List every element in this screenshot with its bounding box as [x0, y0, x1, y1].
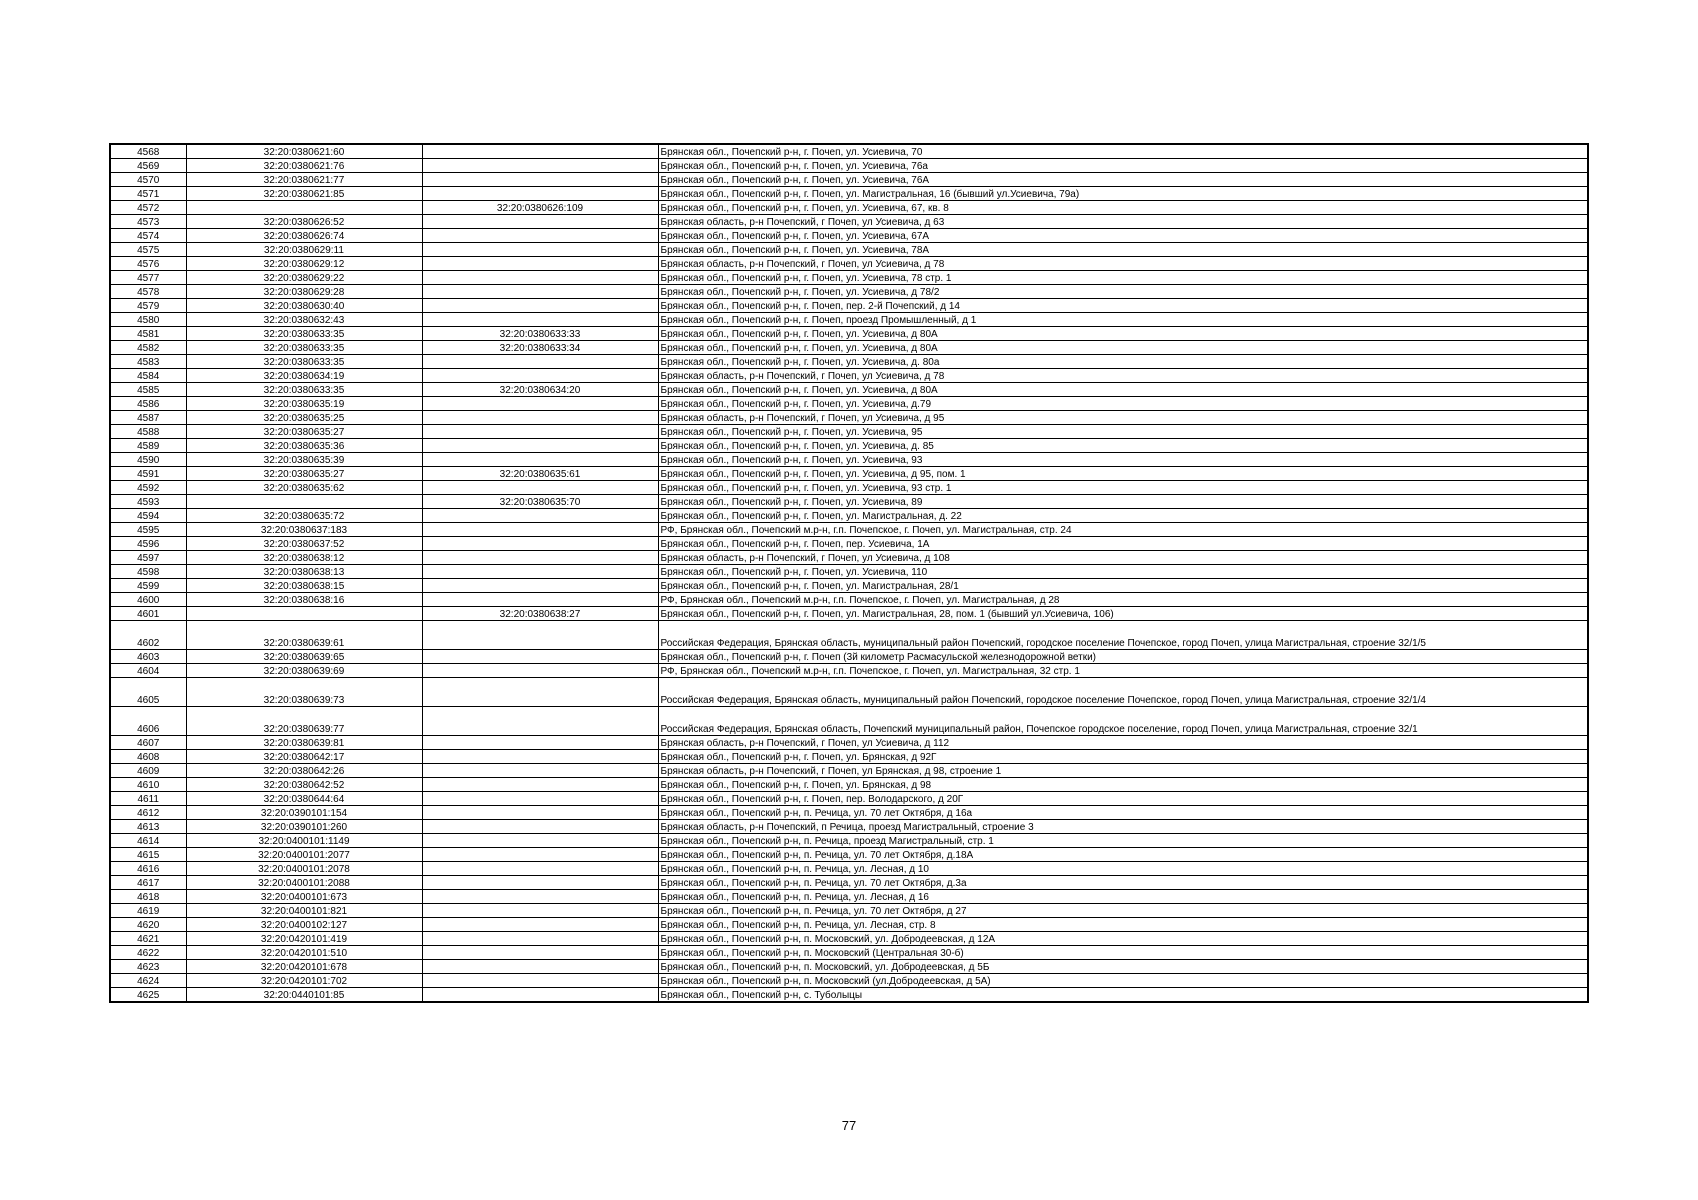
row-number-cell: 4585	[110, 383, 186, 397]
cadastral-number-cell: 32:20:0400101:2088	[186, 876, 422, 890]
cadastral-number-cell: 32:20:0380642:52	[186, 778, 422, 792]
address-cell: Брянская обл., Почепский р-н, г. Почеп, ул. Усиевича, 93 стр. 1	[658, 481, 1588, 495]
address-cell: Брянская обл., Почепский р-н, г. Почеп, ул. Усиевича, 78 стр. 1	[658, 271, 1588, 285]
related-cadastral-number-cell	[422, 678, 658, 707]
table-row	[110, 215, 1588, 229]
row-number-cell: 4572	[110, 201, 186, 215]
address-cell: Брянская обл., Почепский р-н, г. Почеп, ул. Усиевича, д. 85	[658, 439, 1588, 453]
cadastral-number-cell: 32:20:0380633:35	[186, 383, 422, 397]
related-cadastral-number-cell: 32:20:0380633:34	[422, 341, 658, 355]
table-row	[110, 173, 1588, 187]
address-cell: РФ, Брянская обл., Почепский м.р-н, г.п. Почепское, г. Почеп, ул. Магистральная, 32 стр. 1	[658, 664, 1588, 678]
cadastral-number-cell: 32:20:0440101:85	[186, 988, 422, 1003]
related-cadastral-number-cell: 32:20:0380638:27	[422, 607, 658, 621]
related-cadastral-number-cell	[422, 932, 658, 946]
table-row	[110, 425, 1588, 439]
row-number-cell: 4586	[110, 397, 186, 411]
related-cadastral-number-cell	[422, 215, 658, 229]
cadastral-number-cell: 32:20:0420101:702	[186, 974, 422, 988]
table-row	[110, 285, 1588, 299]
cadastral-number-cell: 32:20:0400101:821	[186, 904, 422, 918]
row-number-cell: 4598	[110, 565, 186, 579]
address-cell: Брянская обл., Почепский р-н, г. Почеп, ул. Усиевича, 93	[658, 453, 1588, 467]
row-number-cell: 4603	[110, 650, 186, 664]
row-number-cell: 4593	[110, 495, 186, 509]
address-cell: Брянская обл., Почепский р-н, г. Почеп, ул. Усиевича, 76А	[658, 173, 1588, 187]
row-number-cell: 4575	[110, 243, 186, 257]
related-cadastral-number-cell: 32:20:0380635:61	[422, 467, 658, 481]
address-cell: Брянская обл., Почепский р-н, п. Речица, ул. Лесная, стр. 8	[658, 918, 1588, 932]
cadastral-number-cell: 32:20:0420101:510	[186, 946, 422, 960]
address-cell: Брянская обл., Почепский р-н, г. Почеп, проезд Промышленный, д 1	[658, 313, 1588, 327]
related-cadastral-number-cell	[422, 904, 658, 918]
cadastral-number-cell: 32:20:0390101:260	[186, 820, 422, 834]
related-cadastral-number-cell	[422, 229, 658, 243]
related-cadastral-number-cell	[422, 369, 658, 383]
address-cell: Брянская обл., Почепский р-н, п. Речица, ул. Лесная, д 10	[658, 862, 1588, 876]
address-cell: Брянская обл., Почепский р-н, г. Почеп, ул. Усиевича, 110	[658, 565, 1588, 579]
row-number-cell: 4569	[110, 159, 186, 173]
table-row	[110, 341, 1588, 355]
table-row	[110, 778, 1588, 792]
table-row	[110, 904, 1588, 918]
address-cell: Российская Федерация, Брянская область, муниципальный район Почепский, городское поселение Почепское, город Почеп, улица Магистральная, строение 32/1/4	[658, 678, 1588, 707]
row-number-cell: 4587	[110, 411, 186, 425]
table-row	[110, 707, 1588, 736]
table-row	[110, 960, 1588, 974]
address-cell: Брянская обл., Почепский р-н, п. Речица, ул. 70 лет Октября, д 27	[658, 904, 1588, 918]
related-cadastral-number-cell	[422, 707, 658, 736]
row-number-cell: 4591	[110, 467, 186, 481]
row-number-cell: 4607	[110, 736, 186, 750]
address-cell: Брянская обл., Почепский р-н, п. Московский (Центральная 30-б)	[658, 946, 1588, 960]
cadastral-number-cell: 32:20:0380633:35	[186, 341, 422, 355]
related-cadastral-number-cell	[422, 271, 658, 285]
cadastral-number-cell: 32:20:0380637:183	[186, 523, 422, 537]
related-cadastral-number-cell	[422, 820, 658, 834]
row-number-cell: 4617	[110, 876, 186, 890]
related-cadastral-number-cell	[422, 159, 658, 173]
cadastral-number-cell: 32:20:0380629:28	[186, 285, 422, 299]
address-cell: Брянская обл., Почепский р-н, г. Почеп, пер. 2-й Почепский, д 14	[658, 299, 1588, 313]
related-cadastral-number-cell	[422, 876, 658, 890]
table-row	[110, 806, 1588, 820]
cadastral-number-cell: 32:20:0420101:678	[186, 960, 422, 974]
cadastral-number-cell: 32:20:0380621:60	[186, 144, 422, 159]
address-cell: Брянская обл., Почепский р-н, г. Почеп, пер. Усиевича, 1А	[658, 537, 1588, 551]
cadastral-number-cell: 32:20:0380626:52	[186, 215, 422, 229]
row-number-cell: 4577	[110, 271, 186, 285]
table-row	[110, 764, 1588, 778]
cadastral-number-cell: 32:20:0380633:35	[186, 355, 422, 369]
address-cell: Брянская обл., Почепский р-н, г. Почеп, ул. Усиевича, д 80А	[658, 327, 1588, 341]
table-row	[110, 834, 1588, 848]
cadastral-number-cell: 32:20:0380642:17	[186, 750, 422, 764]
table-row	[110, 439, 1588, 453]
table-row	[110, 369, 1588, 383]
related-cadastral-number-cell	[422, 750, 658, 764]
row-number-cell: 4589	[110, 439, 186, 453]
row-number-cell: 4571	[110, 187, 186, 201]
related-cadastral-number-cell	[422, 862, 658, 876]
cadastral-number-cell: 32:20:0380637:52	[186, 537, 422, 551]
cadastral-number-cell: 32:20:0380639:65	[186, 650, 422, 664]
related-cadastral-number-cell	[422, 411, 658, 425]
cadastral-number-cell: 32:20:0400101:673	[186, 890, 422, 904]
cadastral-number-cell: 32:20:0380635:25	[186, 411, 422, 425]
table-row	[110, 481, 1588, 495]
row-number-cell: 4610	[110, 778, 186, 792]
table-row	[110, 848, 1588, 862]
cadastral-number-cell: 32:20:0380635:19	[186, 397, 422, 411]
related-cadastral-number-cell	[422, 946, 658, 960]
related-cadastral-number-cell	[422, 593, 658, 607]
row-number-cell: 4619	[110, 904, 186, 918]
related-cadastral-number-cell	[422, 664, 658, 678]
address-cell: Брянская обл., Почепский р-н, г. Почеп, ул. Магистральная, 28/1	[658, 579, 1588, 593]
address-cell: Брянская обл., Почепский р-н, г. Почеп, ул. Усиевича, д. 80а	[658, 355, 1588, 369]
row-number-cell: 4625	[110, 988, 186, 1003]
table-row	[110, 243, 1588, 257]
address-cell: Брянская область, р-н Почепский, г Почеп, ул Усиевича, д 108	[658, 551, 1588, 565]
cadastral-number-cell: 32:20:0420101:419	[186, 932, 422, 946]
related-cadastral-number-cell: 32:20:0380626:109	[422, 201, 658, 215]
related-cadastral-number-cell	[422, 778, 658, 792]
cadastral-number-cell	[186, 201, 422, 215]
table-row	[110, 650, 1588, 664]
cadastral-number-cell: 32:20:0400102:127	[186, 918, 422, 932]
table-row	[110, 495, 1588, 509]
related-cadastral-number-cell	[422, 523, 658, 537]
related-cadastral-number-cell	[422, 621, 658, 650]
row-number-cell: 4581	[110, 327, 186, 341]
table-row	[110, 932, 1588, 946]
address-cell: Брянская обл., Почепский р-н, г. Почеп, ул. Усиевича, 67А	[658, 229, 1588, 243]
cadastral-number-cell: 32:20:0380621:85	[186, 187, 422, 201]
row-number-cell: 4605	[110, 678, 186, 707]
related-cadastral-number-cell	[422, 355, 658, 369]
address-cell: Брянская обл., Почепский р-н, г. Почеп, ул. Брянская, д 98	[658, 778, 1588, 792]
row-number-cell: 4595	[110, 523, 186, 537]
related-cadastral-number-cell	[422, 764, 658, 778]
row-number-cell: 4624	[110, 974, 186, 988]
table-row	[110, 313, 1588, 327]
table-row	[110, 537, 1588, 551]
address-cell: Брянская обл., Почепский р-н, п. Московский, ул. Добродеевская, д 5Б	[658, 960, 1588, 974]
address-cell: Брянская обл., Почепский р-н, г. Почеп, ул. Усиевича, д 78/2	[658, 285, 1588, 299]
cadastral-number-cell: 32:20:0380629:12	[186, 257, 422, 271]
table-row	[110, 678, 1588, 707]
table-row	[110, 918, 1588, 932]
table-row	[110, 820, 1588, 834]
cadastral-number-cell: 32:20:0380639:73	[186, 678, 422, 707]
address-cell: Брянская обл., Почепский р-н, г. Почеп, ул. Усиевича, 76а	[658, 159, 1588, 173]
table-row	[110, 383, 1588, 397]
cadastral-number-cell	[186, 495, 422, 509]
table-row	[110, 890, 1588, 904]
table-row	[110, 453, 1588, 467]
cadastral-number-cell: 32:20:0380635:36	[186, 439, 422, 453]
cadastral-number-cell: 32:20:0380621:76	[186, 159, 422, 173]
row-number-cell: 4580	[110, 313, 186, 327]
cadastral-number-cell: 32:20:0380635:27	[186, 425, 422, 439]
related-cadastral-number-cell	[422, 425, 658, 439]
row-number-cell: 4583	[110, 355, 186, 369]
table-row	[110, 862, 1588, 876]
address-cell: Российская Федерация, Брянская область, Почепский муниципальный район, Почепское городское поселение, город Почеп, улица Магистральная, строение 32/1	[658, 707, 1588, 736]
row-number-cell: 4596	[110, 537, 186, 551]
table-row	[110, 974, 1588, 988]
cadastral-number-cell: 32:20:0380635:39	[186, 453, 422, 467]
address-cell: Брянская обл., Почепский р-н, п. Московский, ул. Добродеевская, д 12А	[658, 932, 1588, 946]
related-cadastral-number-cell	[422, 736, 658, 750]
related-cadastral-number-cell	[422, 792, 658, 806]
address-cell: Брянская обл., Почепский р-н, г. Почеп, ул. Усиевича, д 80А	[658, 383, 1588, 397]
related-cadastral-number-cell	[422, 848, 658, 862]
cadastral-number-cell: 32:20:0380639:81	[186, 736, 422, 750]
address-cell: Брянская область, р-н Почепский, г Почеп, ул Усиевича, д 78	[658, 257, 1588, 271]
cadastral-number-cell: 32:20:0400101:2077	[186, 848, 422, 862]
related-cadastral-number-cell	[422, 890, 658, 904]
table-row	[110, 551, 1588, 565]
cadastral-number-cell: 32:20:0380639:77	[186, 707, 422, 736]
address-cell: Брянская обл., Почепский р-н, г. Почеп, ул. Усиевича, 95	[658, 425, 1588, 439]
row-number-cell: 4597	[110, 551, 186, 565]
table-row	[110, 509, 1588, 523]
address-cell: Брянская обл., Почепский р-н, г. Почеп, ул. Магистральная, 28, пом. 1 (бывший ул.Усиевича, 106)	[658, 607, 1588, 621]
related-cadastral-number-cell: 32:20:0380634:20	[422, 383, 658, 397]
row-number-cell: 4601	[110, 607, 186, 621]
row-number-cell: 4622	[110, 946, 186, 960]
row-number-cell: 4609	[110, 764, 186, 778]
address-cell: Брянская область, р-н Почепский, г Почеп, ул Брянская, д 98, строение 1	[658, 764, 1588, 778]
related-cadastral-number-cell	[422, 806, 658, 820]
related-cadastral-number-cell	[422, 313, 658, 327]
cadastral-number-cell: 32:20:0380638:12	[186, 551, 422, 565]
cadastral-number-cell	[186, 607, 422, 621]
row-number-cell: 4574	[110, 229, 186, 243]
table-row	[110, 411, 1588, 425]
table-row	[110, 946, 1588, 960]
table-row	[110, 229, 1588, 243]
row-number-cell: 4592	[110, 481, 186, 495]
row-number-cell: 4600	[110, 593, 186, 607]
table-row	[110, 792, 1588, 806]
related-cadastral-number-cell	[422, 960, 658, 974]
cadastral-number-cell: 32:20:0380626:74	[186, 229, 422, 243]
cadastral-number-cell: 32:20:0380634:19	[186, 369, 422, 383]
row-number-cell: 4570	[110, 173, 186, 187]
cadastral-number-cell: 32:20:0380630:40	[186, 299, 422, 313]
table-row	[110, 355, 1588, 369]
related-cadastral-number-cell	[422, 144, 658, 159]
row-number-cell: 4602	[110, 621, 186, 650]
address-cell: Брянская обл., Почепский р-н, п. Московский (ул.Добродеевская, д 5А)	[658, 974, 1588, 988]
cadastral-number-cell: 32:20:0380635:27	[186, 467, 422, 481]
table-row	[110, 876, 1588, 890]
table-row	[110, 187, 1588, 201]
address-cell: Брянская обл., Почепский р-н, г. Почеп, ул. Магистральная, д. 22	[658, 509, 1588, 523]
address-cell: Брянская обл., Почепский р-н, г. Почеп, пер. Володарского, д 20Г	[658, 792, 1588, 806]
related-cadastral-number-cell	[422, 257, 658, 271]
address-cell: Брянская обл., Почепский р-н, г. Почеп, ул. Усиевича, д 95, пом. 1	[658, 467, 1588, 481]
address-cell: Брянская обл., Почепский р-н, г. Почеп, ул. Брянская, д 92Г	[658, 750, 1588, 764]
row-number-cell: 4568	[110, 144, 186, 159]
row-number-cell: 4573	[110, 215, 186, 229]
row-number-cell: 4618	[110, 890, 186, 904]
related-cadastral-number-cell	[422, 243, 658, 257]
row-number-cell: 4608	[110, 750, 186, 764]
address-cell: Брянская обл., Почепский р-н, г. Почеп, ул. Усиевича, д 80А	[658, 341, 1588, 355]
row-number-cell: 4606	[110, 707, 186, 736]
table-row	[110, 159, 1588, 173]
row-number-cell: 4582	[110, 341, 186, 355]
address-cell: РФ, Брянская обл., Почепский м.р-н, г.п. Почепское, г. Почеп, ул. Магистральная, стр. 24	[658, 523, 1588, 537]
address-cell: Брянская обл., Почепский р-н, г. Почеп, ул. Усиевича, 67, кв. 8	[658, 201, 1588, 215]
row-number-cell: 4599	[110, 579, 186, 593]
row-number-cell: 4616	[110, 862, 186, 876]
table-row	[110, 579, 1588, 593]
row-number-cell: 4623	[110, 960, 186, 974]
related-cadastral-number-cell	[422, 834, 658, 848]
table-row	[110, 565, 1588, 579]
related-cadastral-number-cell	[422, 481, 658, 495]
row-number-cell: 4612	[110, 806, 186, 820]
address-cell: Брянская обл., Почепский р-н, г. Почеп, ул. Магистральная, 16 (бывший ул.Усиевича, 79а)	[658, 187, 1588, 201]
row-number-cell: 4604	[110, 664, 186, 678]
row-number-cell: 4576	[110, 257, 186, 271]
table-row	[110, 593, 1588, 607]
cadastral-number-cell: 32:20:0400101:2078	[186, 862, 422, 876]
address-cell: Брянская обл., Почепский р-н, п. Речица, ул. Лесная, д 16	[658, 890, 1588, 904]
address-cell: Брянская обл., Почепский р-н, г. Почеп, ул. Усиевича, 70	[658, 144, 1588, 159]
related-cadastral-number-cell	[422, 551, 658, 565]
page-number: 77	[841, 1118, 857, 1133]
address-cell: Брянская область, р-н Почепский, г Почеп, ул Усиевича, д 95	[658, 411, 1588, 425]
row-number-cell: 4584	[110, 369, 186, 383]
address-cell: Брянская область, р-н Почепский, г Почеп, ул Усиевича, д 78	[658, 369, 1588, 383]
cadastral-number-cell: 32:20:0380633:35	[186, 327, 422, 341]
related-cadastral-number-cell	[422, 974, 658, 988]
related-cadastral-number-cell	[422, 988, 658, 1003]
cadastral-number-cell: 32:20:0380621:77	[186, 173, 422, 187]
cadastral-number-cell: 32:20:0380644:64	[186, 792, 422, 806]
cadastral-number-cell: 32:20:0380638:15	[186, 579, 422, 593]
address-cell: Брянская обл., Почепский р-н, г. Почеп (3й километр Расмасульской железнодорожной ветки)	[658, 650, 1588, 664]
related-cadastral-number-cell	[422, 537, 658, 551]
table-row	[110, 257, 1588, 271]
related-cadastral-number-cell	[422, 285, 658, 299]
related-cadastral-number-cell	[422, 650, 658, 664]
table-row	[110, 144, 1588, 159]
table-row	[110, 397, 1588, 411]
address-cell: Брянская обл., Почепский р-н, п. Речица, ул. 70 лет Октября, д 16а	[658, 806, 1588, 820]
row-number-cell: 4590	[110, 453, 186, 467]
row-number-cell: 4620	[110, 918, 186, 932]
cadastral-number-cell: 32:20:0380639:69	[186, 664, 422, 678]
related-cadastral-number-cell	[422, 509, 658, 523]
row-number-cell: 4588	[110, 425, 186, 439]
cadastral-number-cell: 32:20:0380635:62	[186, 481, 422, 495]
address-cell: Брянская область, р-н Почепский, г Почеп, ул Усиевича, д 112	[658, 736, 1588, 750]
table-row	[110, 327, 1588, 341]
cadastral-number-cell: 32:20:0390101:154	[186, 806, 422, 820]
address-cell: Брянская обл., Почепский р-н, п. Речица, ул. 70 лет Октября, д.3а	[658, 876, 1588, 890]
table-row	[110, 607, 1588, 621]
address-cell: Брянская область, р-н Почепский, г Почеп, ул Усиевича, д 63	[658, 215, 1588, 229]
address-cell: Брянская обл., Почепский р-н, с. Туболыцы	[658, 988, 1588, 1003]
table-row	[110, 271, 1588, 285]
table-row	[110, 523, 1588, 537]
related-cadastral-number-cell	[422, 565, 658, 579]
address-cell: Брянская обл., Почепский р-н, п. Речица, проезд Магистральный, стр. 1	[658, 834, 1588, 848]
table-row	[110, 467, 1588, 481]
related-cadastral-number-cell	[422, 579, 658, 593]
related-cadastral-number-cell	[422, 397, 658, 411]
table-row	[110, 664, 1588, 678]
table-row	[110, 736, 1588, 750]
address-cell: Брянская обл., Почепский р-н, г. Почеп, ул. Усиевича, 89	[658, 495, 1588, 509]
related-cadastral-number-cell	[422, 299, 658, 313]
row-number-cell: 4578	[110, 285, 186, 299]
cadastral-number-cell: 32:20:0380629:11	[186, 243, 422, 257]
table-row	[110, 988, 1588, 1003]
table-row	[110, 201, 1588, 215]
related-cadastral-number-cell: 32:20:0380635:70	[422, 495, 658, 509]
related-cadastral-number-cell	[422, 173, 658, 187]
cadastral-number-cell: 32:20:0380638:16	[186, 593, 422, 607]
registry-table	[109, 143, 1589, 1003]
row-number-cell: 4614	[110, 834, 186, 848]
row-number-cell: 4611	[110, 792, 186, 806]
row-number-cell: 4621	[110, 932, 186, 946]
cadastral-number-cell: 32:20:0380635:72	[186, 509, 422, 523]
address-cell: Брянская обл., Почепский р-н, г. Почеп, ул. Усиевича, 78А	[658, 243, 1588, 257]
table-row	[110, 299, 1588, 313]
address-cell: Российская Федерация, Брянская область, муниципальный район Почепский, городское поселение Почепское, город Почеп, улица Магистральная, строение 32/1/5	[658, 621, 1588, 650]
row-number-cell: 4613	[110, 820, 186, 834]
table-row	[110, 750, 1588, 764]
row-number-cell: 4579	[110, 299, 186, 313]
related-cadastral-number-cell	[422, 187, 658, 201]
related-cadastral-number-cell	[422, 918, 658, 932]
cadastral-number-cell: 32:20:0380629:22	[186, 271, 422, 285]
address-cell: Брянская область, р-н Почепский, п Речица, проезд Магистральный, строение 3	[658, 820, 1588, 834]
row-number-cell: 4594	[110, 509, 186, 523]
table-row	[110, 621, 1588, 650]
registry-table-body	[110, 144, 1588, 1002]
cadastral-number-cell: 32:20:0380638:13	[186, 565, 422, 579]
address-cell: РФ, Брянская обл., Почепский м.р-н, г.п. Почепское, г. Почеп, ул. Магистральная, д 28	[658, 593, 1588, 607]
cadastral-number-cell: 32:20:0380632:43	[186, 313, 422, 327]
address-cell: Брянская обл., Почепский р-н, п. Речица, ул. 70 лет Октября, д.18А	[658, 848, 1588, 862]
cadastral-number-cell: 32:20:0400101:1149	[186, 834, 422, 848]
related-cadastral-number-cell	[422, 439, 658, 453]
address-cell: Брянская обл., Почепский р-н, г. Почеп, ул. Усиевича, д.79	[658, 397, 1588, 411]
cadastral-number-cell: 32:20:0380642:26	[186, 764, 422, 778]
related-cadastral-number-cell	[422, 453, 658, 467]
cadastral-number-cell: 32:20:0380639:61	[186, 621, 422, 650]
row-number-cell: 4615	[110, 848, 186, 862]
related-cadastral-number-cell: 32:20:0380633:33	[422, 327, 658, 341]
